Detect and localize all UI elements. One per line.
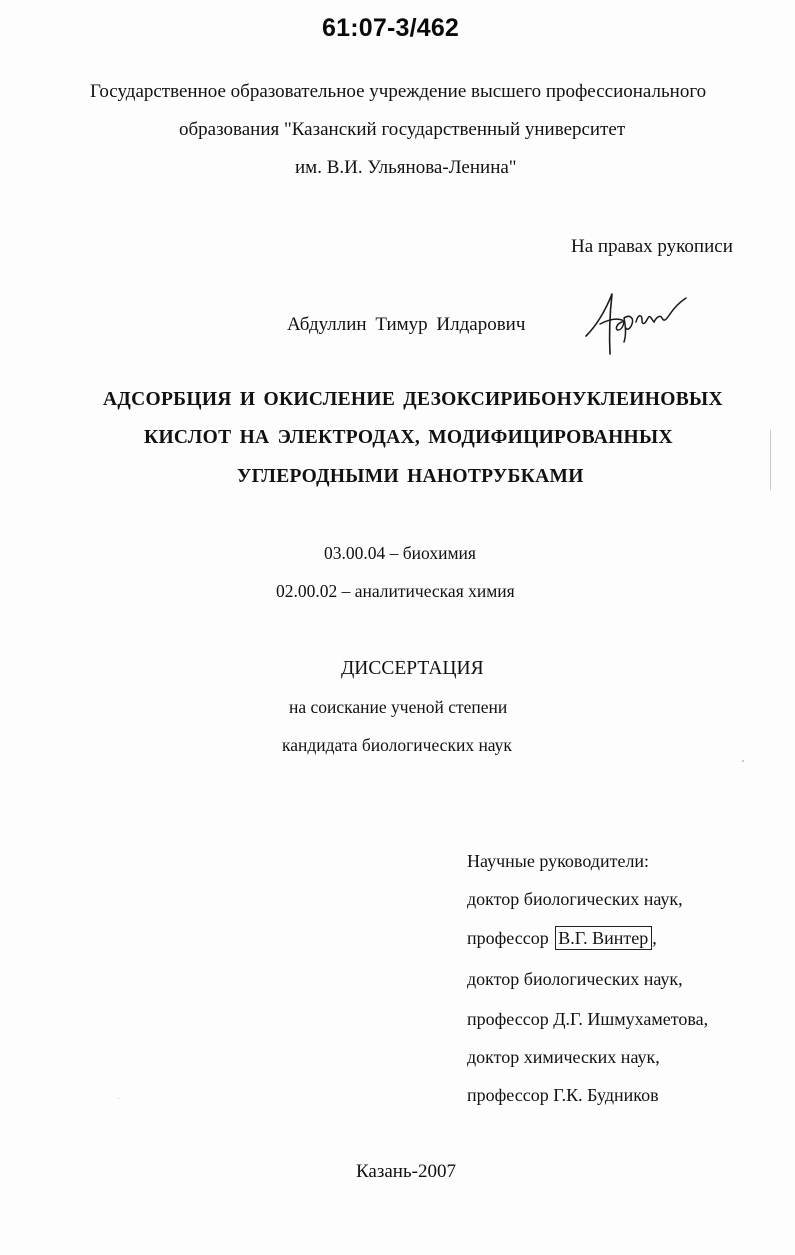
institution-line-1: Государственное образовательное учреждение высшего профессионального [90, 81, 707, 102]
handwritten-signature [582, 284, 692, 364]
title-line-1: АДСОРБЦИЯ И ОКИСЛЕНИЕ ДЕЗОКСИРИБОНУКЛЕИНОВЫХ [103, 389, 723, 410]
scan-artifact [770, 430, 771, 490]
dissertation-heading: ДИССЕРТАЦИЯ [341, 658, 484, 679]
scan-artifact [742, 760, 744, 762]
catalog-number: 61:07-3/462 [322, 14, 460, 42]
supervisor-2-line: профессор Д.Г. Ишмухаметова, [467, 1009, 709, 1029]
institution-line-2: образования "Казанский государственный университет [179, 119, 626, 140]
supervisors-heading: Научные руководители: [467, 851, 650, 871]
title-line-2: КИСЛОТ НА ЭЛЕКТРОДАХ, МОДИФИЦИРОВАННЫХ [144, 427, 673, 448]
supervisor-1-prefix: профессор [467, 928, 549, 948]
city-year: Казань-2007 [356, 1161, 456, 1182]
supervisor-1-name-boxed: В.Г. Винтер [555, 926, 652, 950]
institution-line-3: им. В.И. Ульянова-Ленина" [295, 157, 517, 178]
author-name: Абдуллин Тимур Илдарович [287, 314, 526, 335]
specialty-2: 02.00.02 – аналитическая химия [276, 581, 515, 601]
manuscript-rights: На правах рукописи [571, 236, 733, 257]
degree-line-2: кандидата биологических наук [282, 735, 512, 755]
supervisor-2-degree: доктор биологических наук, [467, 969, 683, 989]
supervisor-1-degree: доктор биологических наук, [467, 889, 683, 909]
scan-artifact [118, 1098, 119, 1099]
title-line-3: УГЛЕРОДНЫМИ НАНОТРУБКАМИ [237, 466, 584, 487]
specialty-1: 03.00.04 – биохимия [324, 543, 476, 563]
supervisor-1-line [467, 928, 657, 949]
degree-line-1: на соискание ученой степени [289, 697, 508, 717]
supervisor-1-suffix: , [652, 928, 657, 948]
supervisor-3-line: профессор Г.К. Будников [467, 1085, 659, 1105]
supervisor-3-degree: доктор химических наук, [467, 1047, 660, 1067]
